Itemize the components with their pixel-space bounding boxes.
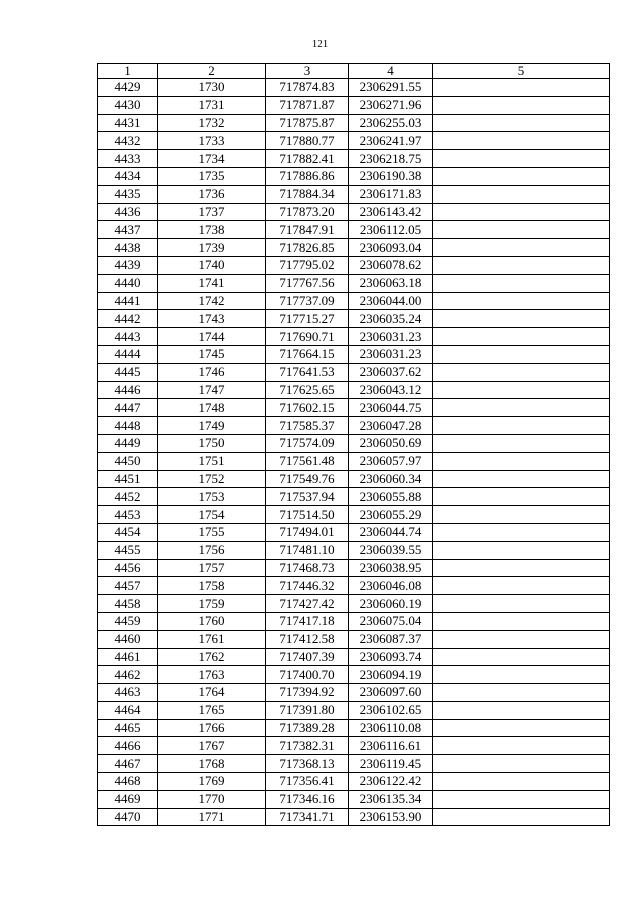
table-cell-col-2: 1753 <box>158 488 266 506</box>
table-cell-col-3: 717382.31 <box>266 737 349 755</box>
table-cell-col-2: 1747 <box>158 381 266 399</box>
table-cell-col-5 <box>433 612 610 630</box>
table-row <box>98 737 610 755</box>
table-cell-col-5 <box>433 239 610 257</box>
table-row <box>98 808 610 826</box>
table-cell-col-2: 1735 <box>158 167 266 185</box>
table-cell-col-5 <box>433 221 610 239</box>
table-cell-col-5 <box>433 541 610 559</box>
table-cell-col-1: 4469 <box>98 790 158 808</box>
table-cell-col-5 <box>433 755 610 773</box>
table-cell-col-2: 1742 <box>158 292 266 310</box>
table-cell-col-4: 2306038.95 <box>349 559 433 577</box>
table-row <box>98 648 610 666</box>
table-row <box>98 470 610 488</box>
table-cell-col-3: 717446.32 <box>266 577 349 595</box>
table-row <box>98 185 610 203</box>
table-cell-col-3: 717715.27 <box>266 310 349 328</box>
table-cell-col-3: 717356.41 <box>266 773 349 791</box>
table-cell-col-2: 1769 <box>158 773 266 791</box>
table-cell-col-5 <box>433 737 610 755</box>
table-cell-col-1: 4463 <box>98 684 158 702</box>
table-row <box>98 150 610 168</box>
table-cell-col-1: 4461 <box>98 648 158 666</box>
table-cell-col-1: 4459 <box>98 612 158 630</box>
table-cell-col-2: 1758 <box>158 577 266 595</box>
table-cell-col-1: 4429 <box>98 79 158 97</box>
coordinates-table <box>97 63 610 826</box>
table-cell-col-4: 2306039.55 <box>349 541 433 559</box>
table-cell-col-5 <box>433 470 610 488</box>
table-cell-col-3: 717874.83 <box>266 79 349 97</box>
table-cell-col-5 <box>433 595 610 613</box>
table-cell-col-2: 1743 <box>158 310 266 328</box>
table-cell-col-3: 717549.76 <box>266 470 349 488</box>
table-cell-col-3: 717574.09 <box>266 434 349 452</box>
table-row <box>98 203 610 221</box>
table-cell-col-5 <box>433 274 610 292</box>
table-cell-col-1: 4456 <box>98 559 158 577</box>
table-cell-col-2: 1759 <box>158 595 266 613</box>
table-cell-col-4: 2306241.97 <box>349 132 433 150</box>
table-cell-col-4: 2306035.24 <box>349 310 433 328</box>
column-header-5: 5 <box>433 64 610 79</box>
table-cell-col-5 <box>433 363 610 381</box>
table-cell-col-5 <box>433 666 610 684</box>
table-cell-col-4: 2306044.75 <box>349 399 433 417</box>
table-cell-col-3: 717341.71 <box>266 808 349 826</box>
table-cell-col-1: 4468 <box>98 773 158 791</box>
table-cell-col-5 <box>433 292 610 310</box>
table-cell-col-5 <box>433 310 610 328</box>
table-cell-col-5 <box>433 773 610 791</box>
table-cell-col-5 <box>433 381 610 399</box>
table-cell-col-5 <box>433 345 610 363</box>
table-cell-col-2: 1739 <box>158 239 266 257</box>
table-cell-col-2: 1746 <box>158 363 266 381</box>
table-cell-col-5 <box>433 417 610 435</box>
table-cell-col-2: 1733 <box>158 132 266 150</box>
table-cell-col-4: 2306135.34 <box>349 790 433 808</box>
table-cell-col-2: 1749 <box>158 417 266 435</box>
table-cell-col-2: 1760 <box>158 612 266 630</box>
table-cell-col-3: 717537.94 <box>266 488 349 506</box>
table-cell-col-4: 2306063.18 <box>349 274 433 292</box>
table-cell-col-1: 4453 <box>98 506 158 524</box>
table-cell-col-1: 4451 <box>98 470 158 488</box>
table-row <box>98 114 610 132</box>
table-cell-col-1: 4434 <box>98 167 158 185</box>
table-row <box>98 345 610 363</box>
table-cell-col-5 <box>433 132 610 150</box>
table-cell-col-3: 717417.18 <box>266 612 349 630</box>
table-cell-col-3: 717391.80 <box>266 701 349 719</box>
table-cell-col-4: 2306122.42 <box>349 773 433 791</box>
table-cell-col-1: 4450 <box>98 452 158 470</box>
table-cell-col-3: 717767.56 <box>266 274 349 292</box>
table-row <box>98 684 610 702</box>
table-cell-col-4: 2306255.03 <box>349 114 433 132</box>
table-cell-col-1: 4448 <box>98 417 158 435</box>
table-cell-col-1: 4465 <box>98 719 158 737</box>
table-cell-col-5 <box>433 790 610 808</box>
table-cell-col-3: 717602.15 <box>266 399 349 417</box>
table-cell-col-2: 1732 <box>158 114 266 132</box>
table-cell-col-1: 4437 <box>98 221 158 239</box>
table-cell-col-2: 1752 <box>158 470 266 488</box>
table-row <box>98 541 610 559</box>
table-cell-col-1: 4443 <box>98 328 158 346</box>
table-cell-col-5 <box>433 399 610 417</box>
table-row <box>98 239 610 257</box>
table-cell-col-2: 1740 <box>158 256 266 274</box>
table-row <box>98 755 610 773</box>
table-cell-col-4: 2306046.08 <box>349 577 433 595</box>
table-cell-col-4: 2306218.75 <box>349 150 433 168</box>
table-cell-col-2: 1768 <box>158 755 266 773</box>
table-cell-col-2: 1730 <box>158 79 266 97</box>
table-cell-col-4: 2306171.83 <box>349 185 433 203</box>
table-cell-col-1: 4462 <box>98 666 158 684</box>
table-row <box>98 577 610 595</box>
table-row <box>98 666 610 684</box>
table-cell-col-1: 4444 <box>98 345 158 363</box>
table-cell-col-1: 4439 <box>98 256 158 274</box>
table-cell-col-3: 717847.91 <box>266 221 349 239</box>
table-cell-col-4: 2306050.69 <box>349 434 433 452</box>
table-cell-col-4: 2306094.19 <box>349 666 433 684</box>
table-cell-col-5 <box>433 506 610 524</box>
table-cell-col-2: 1745 <box>158 345 266 363</box>
table-cell-col-2: 1744 <box>158 328 266 346</box>
table-row <box>98 488 610 506</box>
table-header-row <box>98 64 610 79</box>
table-row <box>98 506 610 524</box>
table-cell-col-5 <box>433 114 610 132</box>
table-cell-col-4: 2306112.05 <box>349 221 433 239</box>
table-body <box>98 79 610 826</box>
table-cell-col-3: 717871.87 <box>266 96 349 114</box>
table-cell-col-5 <box>433 523 610 541</box>
table-cell-col-2: 1763 <box>158 666 266 684</box>
table-cell-col-2: 1770 <box>158 790 266 808</box>
table-cell-col-2: 1761 <box>158 630 266 648</box>
table-cell-col-4: 2306044.74 <box>349 523 433 541</box>
table-cell-col-5 <box>433 701 610 719</box>
table-cell-col-3: 717514.50 <box>266 506 349 524</box>
table-cell-col-1: 4464 <box>98 701 158 719</box>
table-cell-col-2: 1737 <box>158 203 266 221</box>
table-cell-col-2: 1731 <box>158 96 266 114</box>
table-cell-col-3: 717880.77 <box>266 132 349 150</box>
table-cell-col-1: 4441 <box>98 292 158 310</box>
table-cell-col-4: 2306047.28 <box>349 417 433 435</box>
table-cell-col-4: 2306031.23 <box>349 328 433 346</box>
table-cell-col-3: 717400.70 <box>266 666 349 684</box>
column-header-4: 4 <box>349 64 433 79</box>
table-cell-col-5 <box>433 256 610 274</box>
table-cell-col-1: 4454 <box>98 523 158 541</box>
table-row <box>98 292 610 310</box>
table-cell-col-3: 717690.71 <box>266 328 349 346</box>
table-cell-col-2: 1756 <box>158 541 266 559</box>
table-cell-col-2: 1766 <box>158 719 266 737</box>
table-row <box>98 701 610 719</box>
table-row <box>98 452 610 470</box>
table-cell-col-2: 1755 <box>158 523 266 541</box>
column-header-2: 2 <box>158 64 266 79</box>
table-cell-col-2: 1764 <box>158 684 266 702</box>
table-cell-col-2: 1748 <box>158 399 266 417</box>
table-cell-col-1: 4442 <box>98 310 158 328</box>
table-cell-col-1: 4467 <box>98 755 158 773</box>
table-cell-col-5 <box>433 328 610 346</box>
table-cell-col-2: 1736 <box>158 185 266 203</box>
table-cell-col-3: 717389.28 <box>266 719 349 737</box>
table-row <box>98 79 610 97</box>
table-row <box>98 559 610 577</box>
table-cell-col-5 <box>433 185 610 203</box>
table-cell-col-3: 717875.87 <box>266 114 349 132</box>
table-cell-col-5 <box>433 684 610 702</box>
table-cell-col-3: 717412.58 <box>266 630 349 648</box>
table-row <box>98 773 610 791</box>
table-row <box>98 363 610 381</box>
table-cell-col-1: 4460 <box>98 630 158 648</box>
table-cell-col-3: 717884.34 <box>266 185 349 203</box>
table-cell-col-2: 1754 <box>158 506 266 524</box>
table-row <box>98 434 610 452</box>
table-cell-col-3: 717481.10 <box>266 541 349 559</box>
table-cell-col-5 <box>433 167 610 185</box>
table-cell-col-4: 2306078.62 <box>349 256 433 274</box>
table-cell-col-2: 1738 <box>158 221 266 239</box>
table-cell-col-1: 4446 <box>98 381 158 399</box>
column-header-1: 1 <box>98 64 158 79</box>
table-row <box>98 328 610 346</box>
table-cell-col-3: 717494.01 <box>266 523 349 541</box>
table-cell-col-3: 717641.53 <box>266 363 349 381</box>
table-cell-col-2: 1765 <box>158 701 266 719</box>
table-cell-col-5 <box>433 488 610 506</box>
table-cell-col-1: 4432 <box>98 132 158 150</box>
table-cell-col-3: 717664.15 <box>266 345 349 363</box>
table-cell-col-2: 1771 <box>158 808 266 826</box>
table-cell-col-5 <box>433 150 610 168</box>
table-cell-col-4: 2306057.97 <box>349 452 433 470</box>
table-cell-col-4: 2306075.04 <box>349 612 433 630</box>
table-cell-col-4: 2306060.34 <box>349 470 433 488</box>
table-cell-col-2: 1750 <box>158 434 266 452</box>
table-cell-col-5 <box>433 719 610 737</box>
table-cell-col-3: 717886.86 <box>266 167 349 185</box>
table-cell-col-1: 4470 <box>98 808 158 826</box>
table-cell-col-3: 717394.92 <box>266 684 349 702</box>
table-row <box>98 310 610 328</box>
table-cell-col-4: 2306119.45 <box>349 755 433 773</box>
table-cell-col-4: 2306143.42 <box>349 203 433 221</box>
table-row <box>98 417 610 435</box>
table-row <box>98 523 610 541</box>
table-cell-col-3: 717561.48 <box>266 452 349 470</box>
table-cell-col-3: 717737.09 <box>266 292 349 310</box>
table-cell-col-5 <box>433 577 610 595</box>
table-cell-col-1: 4466 <box>98 737 158 755</box>
table-cell-col-1: 4440 <box>98 274 158 292</box>
table-cell-col-4: 2306097.60 <box>349 684 433 702</box>
table-cell-col-4: 2306271.96 <box>349 96 433 114</box>
table-cell-col-4: 2306055.88 <box>349 488 433 506</box>
column-header-3: 3 <box>266 64 349 79</box>
table-cell-col-1: 4447 <box>98 399 158 417</box>
table-cell-col-5 <box>433 96 610 114</box>
table-cell-col-3: 717427.42 <box>266 595 349 613</box>
table-row <box>98 595 610 613</box>
table-row <box>98 221 610 239</box>
table-cell-col-1: 4445 <box>98 363 158 381</box>
table-row <box>98 132 610 150</box>
table-cell-col-1: 4435 <box>98 185 158 203</box>
table-cell-col-1: 4452 <box>98 488 158 506</box>
table-cell-col-4: 2306043.12 <box>349 381 433 399</box>
table-cell-col-4: 2306060.19 <box>349 595 433 613</box>
table-cell-col-1: 4436 <box>98 203 158 221</box>
table-cell-col-4: 2306093.74 <box>349 648 433 666</box>
table-cell-col-3: 717795.02 <box>266 256 349 274</box>
table-cell-col-5 <box>433 559 610 577</box>
table-cell-col-4: 2306102.65 <box>349 701 433 719</box>
table-cell-col-4: 2306087.37 <box>349 630 433 648</box>
table-cell-col-2: 1762 <box>158 648 266 666</box>
table-row <box>98 719 610 737</box>
table-cell-col-1: 4455 <box>98 541 158 559</box>
table-cell-col-3: 717625.65 <box>266 381 349 399</box>
table-cell-col-4: 2306055.29 <box>349 506 433 524</box>
table-cell-col-1: 4449 <box>98 434 158 452</box>
table-cell-col-5 <box>433 648 610 666</box>
table-cell-col-5 <box>433 79 610 97</box>
table-cell-col-3: 717585.37 <box>266 417 349 435</box>
table-cell-col-5 <box>433 452 610 470</box>
table-cell-col-1: 4433 <box>98 150 158 168</box>
table-cell-col-3: 717468.73 <box>266 559 349 577</box>
table-row <box>98 790 610 808</box>
table-cell-col-4: 2306044.00 <box>349 292 433 310</box>
table-cell-col-1: 4430 <box>98 96 158 114</box>
table-cell-col-4: 2306037.62 <box>349 363 433 381</box>
table-cell-col-1: 4431 <box>98 114 158 132</box>
table-cell-col-5 <box>433 808 610 826</box>
table-cell-col-1: 4457 <box>98 577 158 595</box>
table-cell-col-3: 717873.20 <box>266 203 349 221</box>
table-row <box>98 381 610 399</box>
table-cell-col-2: 1757 <box>158 559 266 577</box>
table-cell-col-5 <box>433 630 610 648</box>
table-row <box>98 274 610 292</box>
table-row <box>98 630 610 648</box>
table-cell-col-3: 717368.13 <box>266 755 349 773</box>
table-row <box>98 167 610 185</box>
table-cell-col-4: 2306291.55 <box>349 79 433 97</box>
table-cell-col-3: 717346.16 <box>266 790 349 808</box>
table-row <box>98 96 610 114</box>
table-cell-col-2: 1741 <box>158 274 266 292</box>
table-cell-col-1: 4458 <box>98 595 158 613</box>
table-cell-col-4: 2306110.08 <box>349 719 433 737</box>
table-cell-col-3: 717826.85 <box>266 239 349 257</box>
table-cell-col-2: 1767 <box>158 737 266 755</box>
table-row <box>98 612 610 630</box>
table-cell-col-5 <box>433 203 610 221</box>
table-row <box>98 399 610 417</box>
table-cell-col-4: 2306093.04 <box>349 239 433 257</box>
table-cell-col-2: 1751 <box>158 452 266 470</box>
table-row <box>98 256 610 274</box>
table-cell-col-5 <box>433 434 610 452</box>
table-cell-col-4: 2306031.23 <box>349 345 433 363</box>
table-cell-col-3: 717882.41 <box>266 150 349 168</box>
table-cell-col-3: 717407.39 <box>266 648 349 666</box>
table-cell-col-4: 2306190.38 <box>349 167 433 185</box>
table-cell-col-4: 2306116.61 <box>349 737 433 755</box>
table-cell-col-4: 2306153.90 <box>349 808 433 826</box>
table-cell-col-1: 4438 <box>98 239 158 257</box>
table-cell-col-2: 1734 <box>158 150 266 168</box>
page-number: 121 <box>311 38 329 50</box>
